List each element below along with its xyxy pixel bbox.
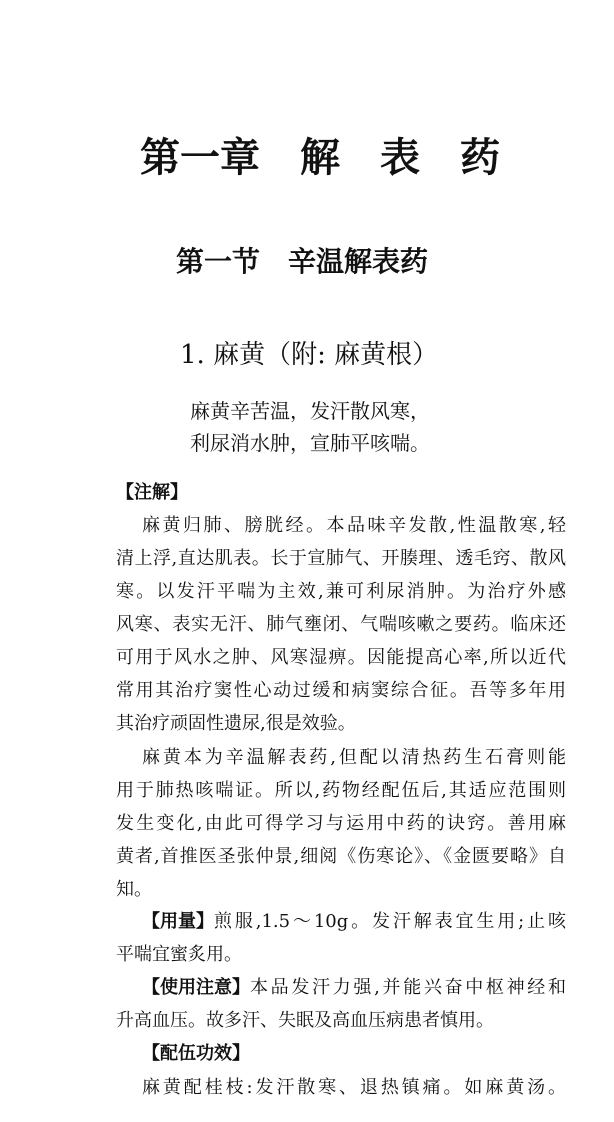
body-line: 清上浮,直达肌表。长于宣肺气、开腠理、透毛窍、散风 [116,548,566,569]
body-line: 黄者,首推医圣张仲景,细阅《伤寒论》、《金匮要略》自 [116,846,566,867]
verse-line: 麻黄辛苦温，发汗散风寒， [190,399,430,423]
body-line: 可用于风水之肿、风寒湿痹。因能提高心率,所以近代 [116,647,566,668]
body-line: 知。 [116,879,152,900]
dosage-heading: 【用量】 [142,911,214,932]
dosage-line [142,907,566,937]
body-line: 麻黄配桂枝:发汗散寒、退热镇痛。如麻黄汤。 [142,1077,566,1098]
verse-line: 利尿消水肿，宣肺平咳喘。 [190,431,430,455]
body-line: 发生变化,由此可得学习与运用中药的诀窍。善用麻 [116,813,566,834]
body-line: 煎服,1.5～10g。发汗解表宜生用;止咳 [214,911,566,932]
body-line: 其治疗顽固性遗尿,很是效验。 [116,713,356,734]
chapter-title: 第一章 解 表 药 [140,135,500,181]
entry-title: 1. 麻黄（附: 麻黄根） [180,340,439,370]
body-line: 用于肺热咳喘证。所以,药物经配伍后,其适应范围则 [116,780,566,801]
combinations-heading: 【配伍功效】 [142,1043,250,1064]
cautions-heading: 【使用注意】 [142,977,250,998]
body-line: 风寒、表实无汗、肺气壅闭、气喘咳嗽之要药。临床还 [116,614,566,635]
body-line: 本品发汗力强,并能兴奋中枢神经和 [250,977,566,998]
cautions-line [142,973,566,1003]
body-line: 常用其治疗窦性心动过缓和病窦综合征。吾等多年用 [116,680,566,701]
body-line: 寒。以发汗平喘为主效,兼可利尿消肿。为治疗外感 [116,581,566,602]
body-line: 麻黄归肺、膀胱经。本品味辛发散,性温散寒,轻 [142,515,566,536]
notes-heading: 【注解】 [116,482,188,503]
body-line: 平喘宜蜜炙用。 [116,944,242,965]
section-title: 第一节 辛温解表药 [176,245,429,278]
body-line: 升高血压。故多汗、失眠及高血压病患者慎用。 [116,1010,494,1031]
body-line: 麻黄本为辛温解表药,但配以清热药生石膏则能 [142,747,566,768]
